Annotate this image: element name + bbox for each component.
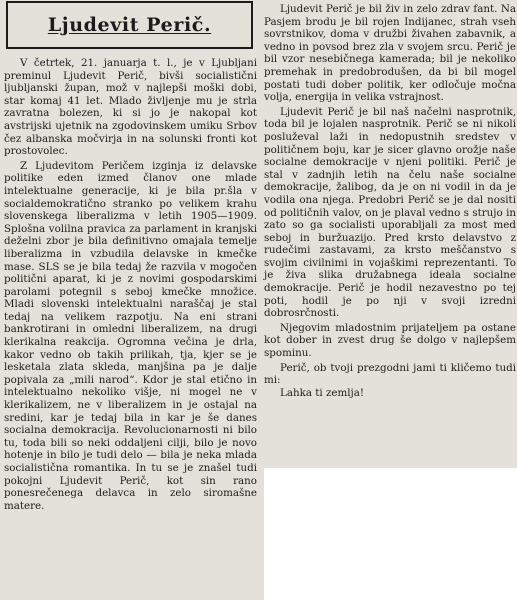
headline-box (6, 1, 253, 49)
article-title: Ljudevit Perič. (47, 13, 212, 36)
left-column (4, 0, 257, 512)
paragraph: Z Ljudevitom Peričem izginja iz delavske politike eden izmed članov one mlade intelektualne generacije, ki je bila pr.šla v socialdemokratično stranko po velikem krahu slovenskega liberalizma v letih 1905—1909. Splošna volilna pravica za parlament in kranjski deželni zbor je bila definitivno omajala temelje liberalizma in vzbudila delavske in kmečke mase. SLS se je bila tedaj že razvila v mogočen politični aparat, ki je z novimi gospodarskimi parolami potegnil s seboj kmečke množice. Mladi slovenski intelektualni naraščaj je stal tedaj na velikem razpotju. Na eni strani bankrotirani in omledni liberalizem, na drugi klerikalna reakcija. Ogromna večina je drla, kakor vedno ob takih prilikah, tja, kjer se je lesketala zlata skleda, manjšina pa je dalje popivala za „mili narod“. Kdor je stal etično in intelektualno nekoliko višje, ni mogel ne v klerikalizem, ne v liberalizem in je ostajal na sredini, kar je tedaj bila in kar je še danes socialna demokracija. Revolucionarnosti ni bilo tu, toda bili so neki oddaljeni cilji, bilo je novo hotenje in bilo je tudi delo — bila je neka mlada socialistična romantika. In tu se je znašel tudi pokojni Ljudevit Perič, kot sin rano ponesrečenega delavca in zelo siromašne matere. (4, 159, 257, 512)
farewell-line: Lahka ti zemlja! (280, 386, 365, 399)
blank-area (264, 468, 517, 600)
right-column (264, 0, 516, 399)
paragraph: Ljudevit Perič je bil živ in zelo zdrav fant. Na Pasjem brodu je bil rojen Indijanec, strah vseh sovrstnikov, doma v družbi živahen zabavnik, a vedno in povsod brez zla v svojem srcu. Perič je bil vzor nesebičnega kamerada; bil je nekoliko premehak in predobrodušen, da bi bil mogel postati tudi dober politik, ker odločuje močna volja, energija in velika vstrajnost. (264, 3, 516, 104)
paragraph: Ljudevit Perič je bil naš načelni nasprotnik, toda bil je lojalen nasprotnik. Perič se ni nikoli posluževal laži in nedopustnih sredstev v političnem boju, kar je sicer glavno orožje naše socialne demokracije v njeni politiki. Perič je stal v zadnjih letih na čelu naše socialne demokracije, žalibog, da je on ni vodil in da je vodila ona njega. Predobri Perič se je dal nositi od političnih valov, on je plaval vedno s strujo in zato so ga socialisti uporabljali za most med seboj in buržuazijo. Pred krsto delavstvo z rudečimi zastavami, za krsto meščanstvo s svojim civilnimi in vojaškimi reprezentanti. To je živa slika družabnega ideala socialne demokracije. Perič je hodil nezavestno po tej poti, hodil je po nji v svoji izredni dobrosrčnosti. (264, 105, 516, 320)
paragraph: Njegovim mladostnim prijateljem pa ostane kot dober in zvest drug še dolgo v najlepšem spominu. (264, 321, 516, 360)
paragraph: Perič, ob tvoji prezgodni jami ti kličemo tudi mi: (264, 361, 516, 387)
paragraph: V četrtek, 21. januarja t. l., je v Ljubljani preminul Ljudevit Perič, bivši socialistični ljubljanski župan, mož v najlepši moški dobi, star komaj 41 let. Mlado življenje mu je strla zavratna bolezen, ki si jo je nakopal kot avstrijski ujetnik na zgodovinskem umiku Srbov čez albanska močvirja in na solunski fronti kot prostovolec. (4, 57, 257, 158)
